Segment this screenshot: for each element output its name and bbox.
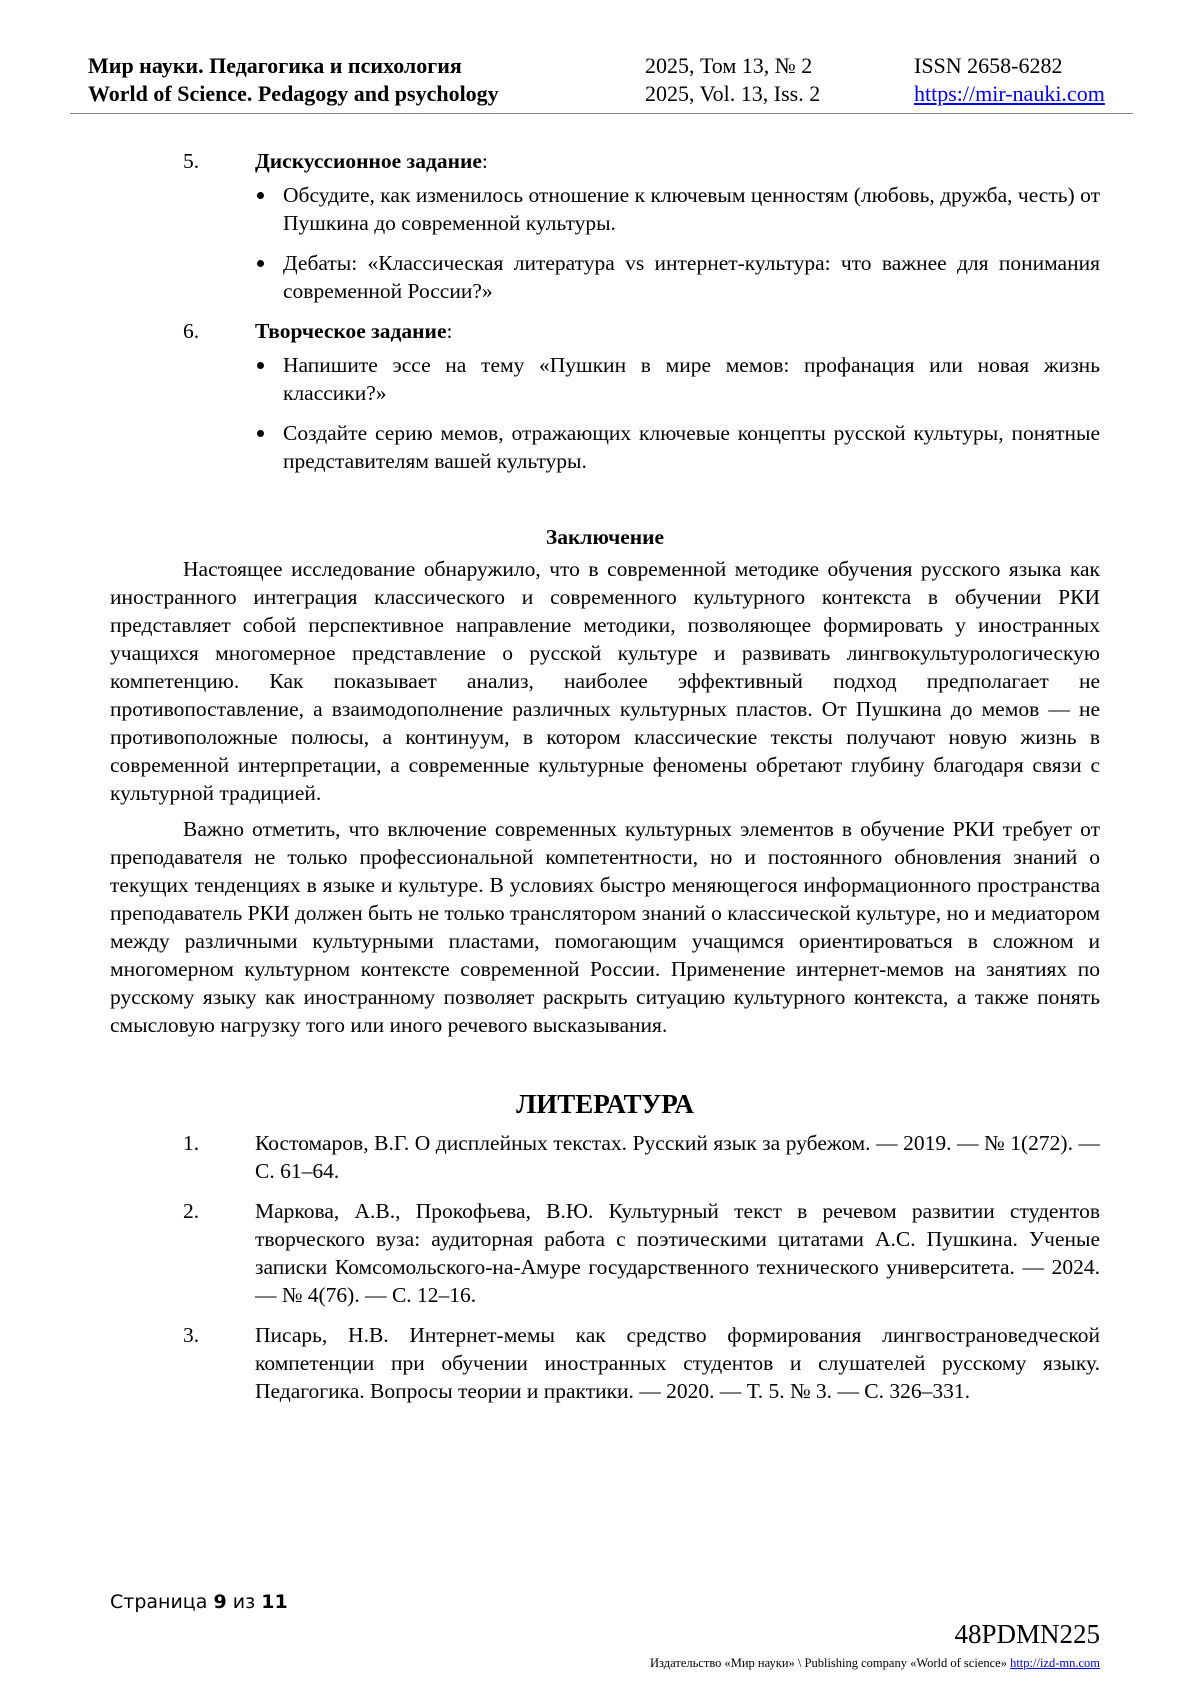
conclusion-heading: Заключение	[545, 525, 665, 549]
bullet-icon	[257, 362, 264, 369]
task-6-bullets	[110, 351, 1100, 475]
task-number: 6.	[183, 319, 200, 343]
journal-title-block	[88, 52, 499, 108]
reference-3	[110, 1321, 1100, 1405]
reference-text: Писарь, Н.В. Интернет-мемы как средство формирования лингвострановедческой компетенции при обучении иностранных студентов и слушателей русскому языку. Педагогика. Вопросы теории и практики. — 2020. — Т. 5. № 3. — С. 326–331.	[255, 1323, 1100, 1403]
publisher-line	[650, 1655, 1100, 1671]
main-content	[110, 147, 1100, 1417]
bullet-text: Обсудите, как изменилось отношение к ключевым ценностям (любовь, дружба, честь) от Пушкина до современной культуры.	[283, 183, 1100, 235]
header-divider	[70, 113, 1133, 114]
task-6: 6. Творческое задание:	[183, 319, 453, 343]
bullet-icon	[257, 192, 264, 199]
bullet-text: Создайте серию мемов, отражающих ключевые концепты русской культуры, понятные представителям вашей культуры.	[283, 421, 1100, 473]
bullet-icon	[257, 430, 264, 437]
reference-1	[110, 1129, 1100, 1185]
article-code: 48PDMN225	[954, 1619, 1100, 1649]
bullet-icon	[257, 260, 264, 267]
volume-block	[645, 52, 820, 108]
conclusion-paragraph-2: Важно отметить, что включение современных культурных элементов в обучение РКИ требует от преподавателя не только профессиональной компетентности, но и постоянного обновления знаний о текущих тенденциях в языке и культуре. В условиях быстро меняющегося информационного пространства преподаватель РКИ должен быть не только транслятором знаний о классической культуре, но и медиатором между различными культурными пластами, помогающим учащимся ориентироваться в сложном и многомерном культурном контексте современной России. Применение интернет-мемов на занятиях по русскому языку как иностранному позволяет раскрыть ситуацию культурного контекста, а также понять смысловую нагрузку того или иного речевого высказывания.	[110, 817, 1100, 1037]
list-item	[110, 181, 1100, 237]
page-label: Страница	[110, 1591, 208, 1613]
reference-2	[110, 1197, 1100, 1309]
reference-text: Маркова, А.В., Прокофьева, В.Ю. Культурный текст в речевом развитии студентов творческого вуза: аудиторная работа с поэтическими цитатами А.С. Пушкина. Ученые записки Комсомольского-на-Амуре государственного технического университета. — 2024. — № 4(76). — С. 12–16.	[255, 1199, 1100, 1307]
list-item	[110, 351, 1100, 407]
page-total: 11	[261, 1591, 288, 1613]
bullet-text: Дебаты: «Классическая литература vs интернет-культура: что важнее для понимания современной России?»	[283, 251, 1100, 303]
task-title: Творческое задание	[255, 319, 447, 343]
publisher-url-link[interactable]: http://izd-mn.com	[1010, 1656, 1100, 1670]
reference-number: 3.	[183, 1323, 200, 1347]
reference-number: 1.	[183, 1131, 200, 1155]
page-counter	[110, 1590, 288, 1614]
journal-header	[88, 52, 1123, 112]
volume-ru: 2025, Том 13, № 2	[645, 53, 813, 78]
volume-en: 2025, Vol. 13, Iss. 2	[645, 81, 821, 106]
journal-title-en: World of Science. Pedagogy and psychology	[88, 81, 499, 106]
list-item	[110, 249, 1100, 305]
reference-number: 2.	[183, 1199, 200, 1223]
task-5-bullets	[110, 181, 1100, 305]
page-number: 9	[213, 1591, 227, 1613]
task-number: 5.	[183, 149, 200, 173]
issn-block	[914, 52, 1105, 108]
bullet-text: Напишите эссе на тему «Пушкин в мире мемов: профанация или новая жизнь классики?»	[283, 353, 1100, 405]
reference-text: Костомаров, В.Г. О дисплейных текстах. Русский язык за рубежом. — 2019. — № 1(272). — С. 61–64.	[255, 1131, 1100, 1183]
literature-heading: ЛИТЕРАТУРА	[516, 1089, 694, 1119]
issn: ISSN 2658-6282	[914, 53, 1063, 78]
task-5: 5. Дискуссионное задание:	[183, 149, 488, 173]
journal-url-link[interactable]: https://mir-nauki.com	[914, 81, 1105, 106]
task-title: Дискуссионное задание	[255, 149, 482, 173]
page-of-label: из	[232, 1591, 256, 1613]
list-item	[110, 419, 1100, 475]
conclusion-paragraph-1: Настоящее исследование обнаружило, что в современной методике обучения русского языка как иностранного интеграция классического и современного культурного контекста в обучении РКИ представляет собой перспективное направление методики, позволяющее формировать у иностранных учащихся многомерное представление о русской культуре и развивать лингвокультурологическую компетенцию. Как показывает анализ, наиболее эффективный подход предполагает не противопоставление, а взаимодополнение различных культурных пластов. От Пушкина до мемов — не противоположные полюсы, а континуум, в котором классические тексты получают новую жизнь в современной интерпретации, а современные культурные феномены обретают глубину благодаря связи с культурной традицией.	[110, 557, 1100, 805]
journal-title-ru: Мир науки. Педагогика и психология	[88, 53, 462, 78]
publisher-name: Издательство «Мир науки» \ Publishing company «World of science»	[650, 1656, 1007, 1670]
